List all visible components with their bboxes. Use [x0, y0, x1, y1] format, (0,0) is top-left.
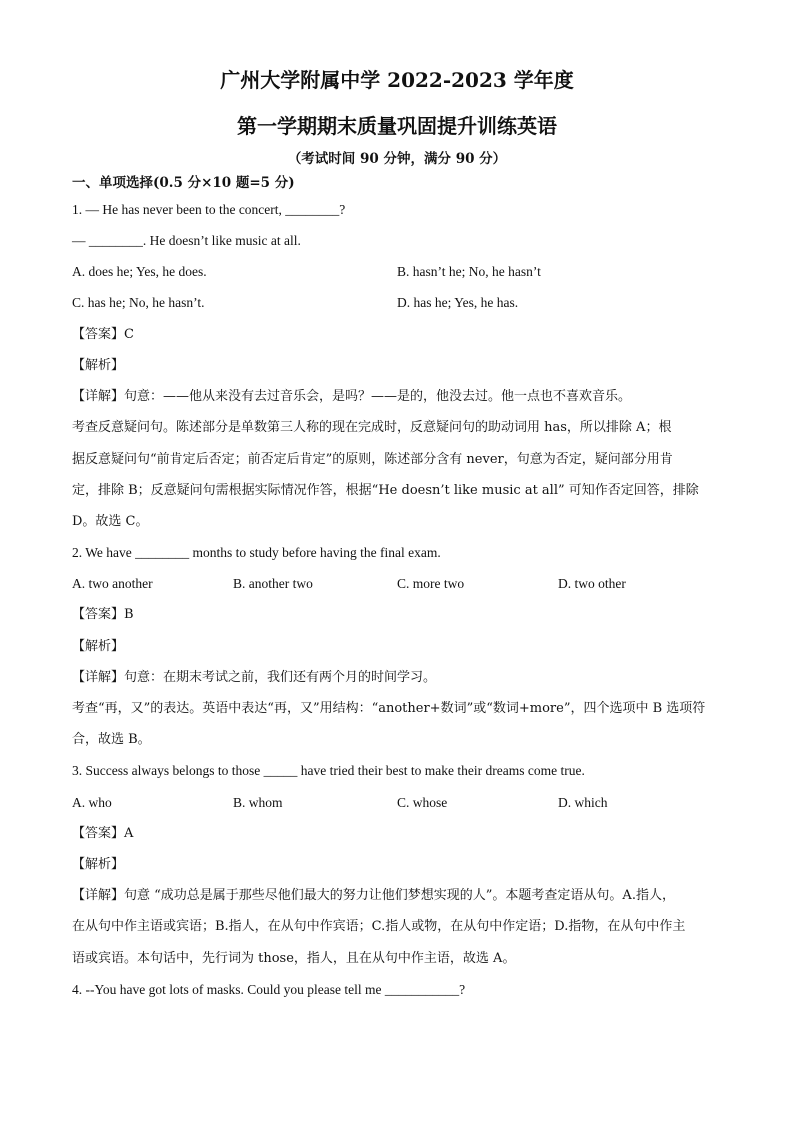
question-2-stem: 2. We have ________ months to study before having the final exam. [72, 545, 441, 560]
question-3-explanation: 在从句中作主语或宾语；B.指人，在从句中作宾语；C.指人或物，在从句中作定语；D.指物，在从句中作主 [72, 919, 686, 934]
question-3-explanation: 语或宾语。本句话中，先行词为 those，指人，且在从句中作主语，故选 A。 [72, 951, 516, 966]
question-2-analysis-label: 【解析】 [72, 639, 125, 654]
question-3-answer: 【答案】A [72, 826, 134, 841]
question-1-stem: 1. — He has never been to the concert, ________? [72, 202, 346, 217]
document-title: 广州大学附属中学 2022-2023 学年度 [220, 68, 574, 92]
question-2-answer: 【答案】B [72, 607, 134, 622]
question-3-detail: 【详解】句意 “成功总是属于那些尽他们最大的努力让他们梦想实现的人”。本题考查定语从句。A.指人， [72, 888, 675, 903]
question-1-detail: 【详解】句意：——他从来没有去过音乐会，是吗？——是的，他没去过。他一点也不喜欢音乐。 [72, 389, 632, 404]
question-2-option-b: B. another two [233, 576, 313, 591]
question-1-explanation: 据反意疑问句“前肯定后否定；前否定后肯定”的原则，陈述部分含有 never，句意为否定，疑问部分用肯 [72, 452, 673, 467]
section-heading: 一、单项选择(0.5 分×10 题=5 分) [72, 175, 295, 191]
question-1-option-a: A. does he; Yes, he does. [72, 264, 207, 279]
question-2-explanation: 合，故选 B。 [72, 732, 151, 747]
exam-info: （考试时间 90 分钟，满分 90 分） [287, 151, 507, 167]
document-subtitle: 第一学期期末质量巩固提升训练英语 [237, 114, 557, 138]
question-1-explanation: 定，排除 B；反意疑问句需根据实际情况作答，根据“He doesn’t like music at all” 可知作否定回答，排除 [72, 483, 699, 498]
question-3-option-b: B. whom [233, 795, 283, 810]
question-2-explanation: 考查“再，又”的表达。英语中表达“再，又”用结构：“another+数词”或“数词+more”，四个选项中 B 选项符 [72, 701, 706, 716]
question-1-option-d: D. has he; Yes, he has. [397, 295, 519, 310]
question-1-answer: 【答案】C [72, 327, 134, 342]
question-2-option-c: C. more two [397, 576, 465, 591]
question-1-analysis-label: 【解析】 [72, 358, 125, 373]
question-1-explanation: D。故选 C。 [72, 514, 149, 529]
question-2-option-a: A. two another [72, 576, 153, 591]
question-1-option-b: B. hasn’t he; No, he hasn’t [397, 264, 541, 279]
question-1-option-c: C. has he; No, he hasn’t. [72, 295, 205, 310]
question-1-response: — ________. He doesn’t like music at all. [72, 233, 301, 248]
question-3-analysis-label: 【解析】 [72, 857, 125, 872]
question-3-option-a: A. who [72, 795, 112, 810]
question-3-option-c: C. whose [397, 795, 448, 810]
question-1-explanation: 考查反意疑问句。陈述部分是单数第三人称的现在完成时，反意疑问句的助动词用 has，所以排除 A；根 [72, 420, 672, 435]
question-3-option-d: D. which [558, 795, 608, 810]
question-4-stem: 4. --You have got lots of masks. Could you please tell me ___________? [72, 982, 466, 997]
question-3-stem: 3. Success always belongs to those _____ have tried their best to make their dreams come true. [72, 763, 585, 778]
question-2-option-d: D. two other [558, 576, 626, 591]
question-2-detail: 【详解】句意：在期末考试之前，我们还有两个月的时间学习。 [72, 670, 437, 685]
